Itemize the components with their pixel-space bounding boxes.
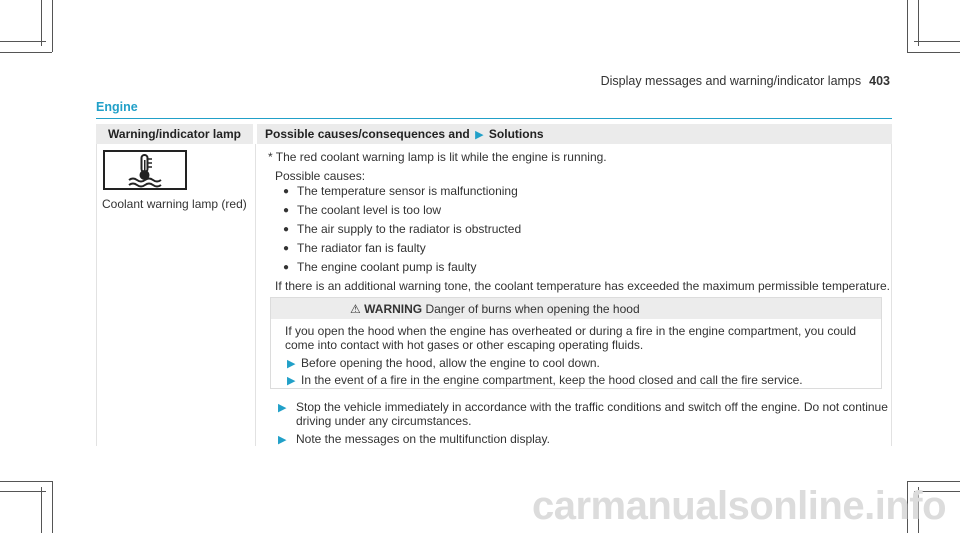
page-number: 403 xyxy=(869,74,890,88)
table-border-left xyxy=(96,144,97,446)
coolant-temperature-icon xyxy=(103,150,187,190)
crop-mark xyxy=(907,0,908,52)
crop-mark xyxy=(907,52,960,53)
warning-step: In the event of a fire in the engine compartment, keep the hood closed and call the fire service. xyxy=(301,373,803,387)
col-header-causes: Possible causes/consequences and xyxy=(265,127,470,141)
solution-step: Note the messages on the multifunction display. xyxy=(296,432,550,446)
bullet-icon: ● xyxy=(283,186,290,197)
bullet-icon: ● xyxy=(283,243,290,254)
cause-item: The temperature sensor is malfunctioning xyxy=(297,184,518,198)
arrow-right-icon: ▶ xyxy=(475,129,484,141)
bullet-icon: ● xyxy=(283,205,290,216)
running-header xyxy=(601,74,890,88)
section-title: Engine xyxy=(96,100,138,114)
col-header-lamp: Warning/indicator lamp xyxy=(96,124,253,144)
header-title: Display messages and warning/indicator lamps xyxy=(600,74,862,88)
warning-title-row xyxy=(350,302,640,316)
intro-text: * The red coolant warning lamp is lit while the engine is running. xyxy=(268,150,607,164)
arrow-right-icon: ▶ xyxy=(278,434,287,446)
crop-mark xyxy=(907,481,960,482)
crop-mark xyxy=(52,0,53,52)
crop-mark xyxy=(0,481,52,482)
warning-triangle-icon: ⚠ xyxy=(350,302,361,316)
crop-mark xyxy=(918,0,919,46)
warning-body: If you open the hood when the engine has overheated or during a fire in the engine compartment, you could xyxy=(285,324,857,338)
crop-mark xyxy=(52,481,53,533)
cause-item: The coolant level is too low xyxy=(297,203,442,217)
solution-step: driving under any circumstances. xyxy=(296,414,472,428)
causes-label: Possible causes: xyxy=(275,169,366,183)
crop-mark xyxy=(0,491,46,492)
crop-mark xyxy=(914,41,960,42)
arrow-right-icon: ▶ xyxy=(287,375,296,387)
cause-item: The engine coolant pump is faulty xyxy=(297,260,477,274)
additional-warning-text: If there is an additional warning tone, the coolant temperature has exceeded the maximum permissible temperature. xyxy=(275,279,890,293)
table-column-divider xyxy=(255,144,256,446)
solution-step: Stop the vehicle immediately in accordance with the traffic conditions and switch off the engine. Do not continue xyxy=(296,400,888,414)
arrow-right-icon: ▶ xyxy=(278,402,287,414)
crop-mark xyxy=(0,41,46,42)
crop-mark xyxy=(0,52,52,53)
warning-step: Before opening the hood, allow the engine to cool down. xyxy=(301,356,600,370)
col-header-solutions-label: Solutions xyxy=(488,127,544,141)
bullet-icon: ● xyxy=(283,262,290,273)
warning-body: come into contact with hot gases or other escaping operating fluids. xyxy=(285,338,644,352)
col-header-solutions xyxy=(257,124,892,144)
watermark: carmanualsonline.info xyxy=(531,484,946,528)
lamp-label: Coolant warning lamp (red) xyxy=(102,197,247,211)
arrow-right-icon: ▶ xyxy=(287,358,296,370)
bullet-icon: ● xyxy=(283,224,290,235)
crop-mark xyxy=(41,487,42,533)
table-border-right xyxy=(891,144,892,446)
warning-subtitle: Danger of burns when opening the hood xyxy=(425,302,640,316)
crop-mark xyxy=(41,0,42,46)
cause-item: The radiator fan is faulty xyxy=(297,241,426,255)
cause-item: The air supply to the radiator is obstructed xyxy=(297,222,522,236)
warning-title: WARNING xyxy=(364,302,423,316)
section-divider xyxy=(96,118,892,119)
